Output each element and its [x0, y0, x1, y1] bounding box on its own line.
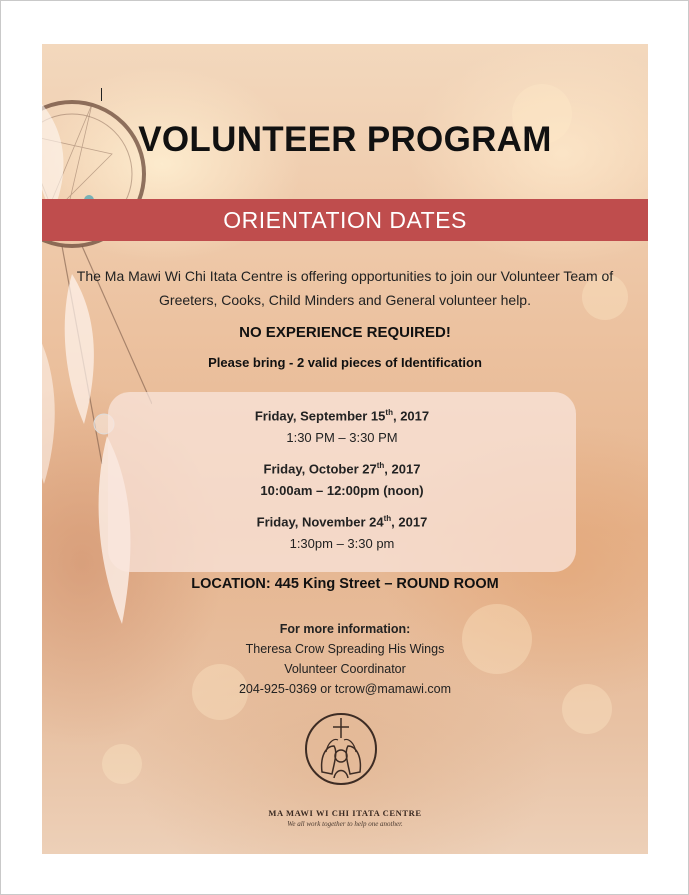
session-entry — [108, 455, 576, 502]
intro-paragraph — [52, 264, 638, 312]
session-date: Friday, September 15th, 2017 — [254, 408, 430, 424]
page-title: VOLUNTEER PROGRAM — [138, 120, 552, 159]
contact-phone-email: 204-925-0369 or tcrow@mamawi.com — [238, 682, 452, 696]
dates-panel — [108, 392, 576, 572]
session-time: 1:30pm – 3:30 pm — [289, 536, 395, 552]
session-date: Friday, October 27th, 2017 — [263, 461, 421, 477]
session-date: Friday, November 24th, 2017 — [256, 514, 428, 530]
intro-line-1: The Ma Mawi Wi Chi Itata Centre is offering opportunities to join our Volunteer Team of — [76, 268, 614, 284]
contact-name: Theresa Crow Spreading His Wings — [245, 642, 445, 656]
contact-info — [42, 619, 648, 699]
session-entry — [108, 402, 576, 449]
organization-name: MA MAWI WI CHI ITATA CENTRE — [268, 808, 422, 818]
session-entry — [108, 508, 576, 555]
session-time: 1:30 PM – 3:30 PM — [286, 430, 398, 446]
contact-heading: For more information: — [279, 622, 411, 636]
flyer — [42, 44, 648, 854]
session-time: 10:00am – 12:00pm (noon) — [260, 483, 424, 499]
identification-notice: Please bring - 2 valid pieces of Identification — [208, 355, 482, 370]
orientation-banner: ORIENTATION DATES — [42, 199, 648, 241]
location-line: LOCATION: 445 King Street – ROUND ROOM — [191, 576, 499, 592]
organization-tagline: We all work together to help one another. — [287, 820, 403, 828]
text-cursor — [101, 88, 102, 101]
no-experience-notice: NO EXPERIENCE REQUIRED! — [239, 324, 451, 341]
intro-line-2: Greeters, Cooks, Child Minders and General volunteer help. — [159, 292, 531, 308]
contact-role: Volunteer Coordinator — [284, 662, 406, 676]
bokeh-light — [102, 744, 142, 784]
centre-logo-icon — [304, 712, 378, 786]
